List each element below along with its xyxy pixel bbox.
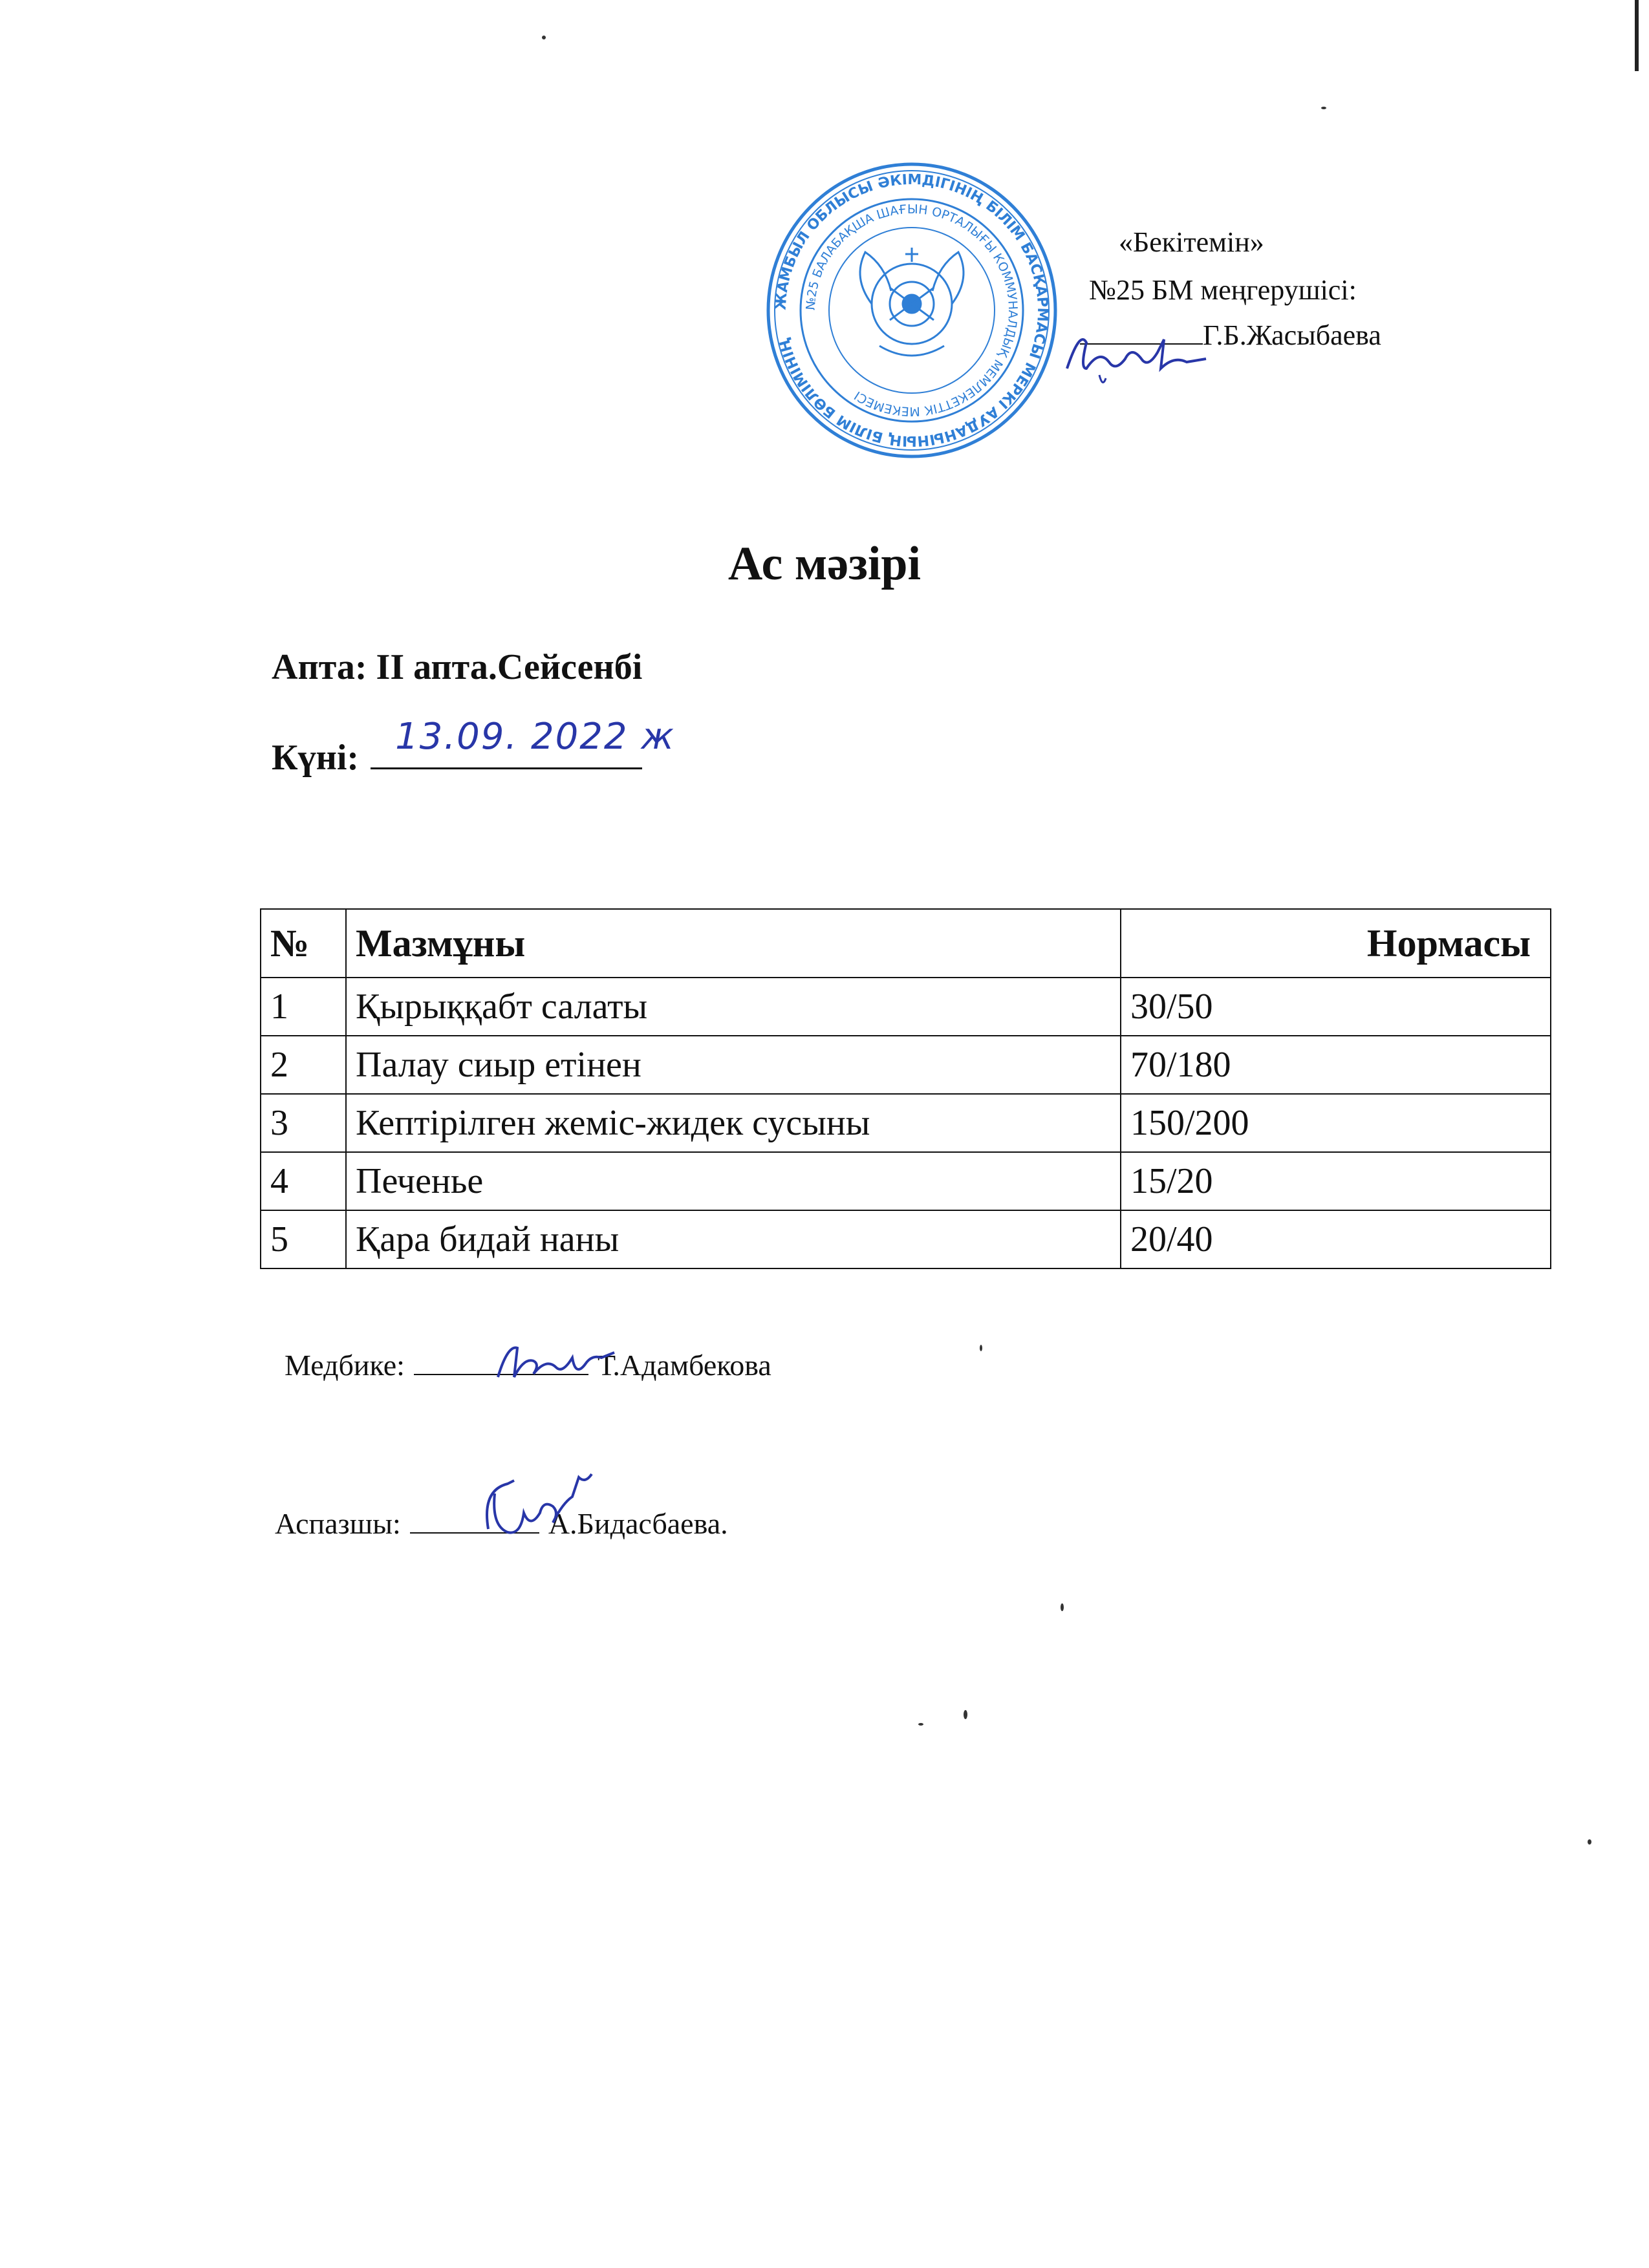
scan-speck (1588, 1839, 1591, 1845)
date-handwritten: 13.09. 2022 ж (395, 716, 675, 758)
nurse-name: Т.Адамбекова (597, 1349, 771, 1382)
row-number: 2 (261, 1036, 346, 1094)
scan-speck (1321, 107, 1326, 109)
week-label: Апта: ІІ апта.Сейсенбі (272, 647, 643, 687)
row-item: Кептірілген жеміс-жидек сусыны (346, 1094, 1121, 1152)
date-row (272, 716, 675, 778)
date-label: Күні: (272, 738, 360, 778)
cook-label: Аспазшы: (275, 1507, 401, 1540)
scan-edge (1635, 0, 1639, 71)
header-number: № (261, 909, 346, 978)
scan-speck (1061, 1603, 1064, 1611)
row-item: Қара бидай наны (346, 1210, 1121, 1268)
table-row (261, 1036, 1551, 1094)
row-item: Печенье (346, 1152, 1121, 1210)
approval-position: №25 БМ меңгерушісі: (1089, 274, 1357, 306)
row-norm: 150/200 (1121, 1094, 1551, 1152)
seal-inner-text: №25 БАЛАБАҚША ШАҒЫН ОРТАЛЫҒЫ КОММУНАЛДЫҚ МЕМЛЕКЕТТІК МЕКЕМЕСІ (803, 202, 1020, 419)
row-norm: 70/180 (1121, 1036, 1551, 1094)
date-field (371, 716, 675, 769)
menu-table (260, 908, 1551, 1269)
table-row (261, 978, 1551, 1036)
table-row (261, 1094, 1551, 1152)
row-item: Қырыққабт салаты (346, 978, 1121, 1036)
approval-heading: «Бекітемін» (1119, 226, 1264, 258)
row-number: 5 (261, 1210, 346, 1268)
scan-speck (542, 36, 546, 39)
row-number: 3 (261, 1094, 346, 1152)
nurse-signature (491, 1332, 640, 1390)
cook-signature (469, 1458, 618, 1548)
cook-name: А.Бидасбаева. (548, 1507, 728, 1540)
row-number: 4 (261, 1152, 346, 1210)
director-signature (1061, 323, 1216, 394)
header-content: Мазмұны (346, 909, 1121, 978)
row-norm: 20/40 (1121, 1210, 1551, 1268)
row-item: Палау сиыр етінен (346, 1036, 1121, 1094)
official-seal (763, 158, 1061, 462)
scan-speck (918, 1723, 923, 1726)
table-row (261, 1152, 1551, 1210)
nurse-label: Медбике: (285, 1349, 405, 1382)
emblem-icon (860, 248, 964, 356)
row-norm: 30/50 (1121, 978, 1551, 1036)
table-row (261, 1210, 1551, 1268)
table-header-row (261, 909, 1551, 978)
scan-speck (980, 1345, 982, 1351)
header-norm: Нормасы (1121, 909, 1551, 978)
document-title: Ас мәзірі (727, 537, 921, 590)
scan-speck (964, 1710, 967, 1719)
row-norm: 15/20 (1121, 1152, 1551, 1210)
row-number: 1 (261, 978, 346, 1036)
seal-outer-text: ЖАМБЫЛ ОБЛЫСЫ ӘКІМДІГІНІҢ БІЛІМ БАСҚАРМАСЫ МЕРКІ АУДАНЫНЫҢ БІЛІМ БӨЛІМІНІҢ (773, 171, 1051, 449)
director-name: Г.Б.Жасыбаева (1203, 319, 1381, 351)
